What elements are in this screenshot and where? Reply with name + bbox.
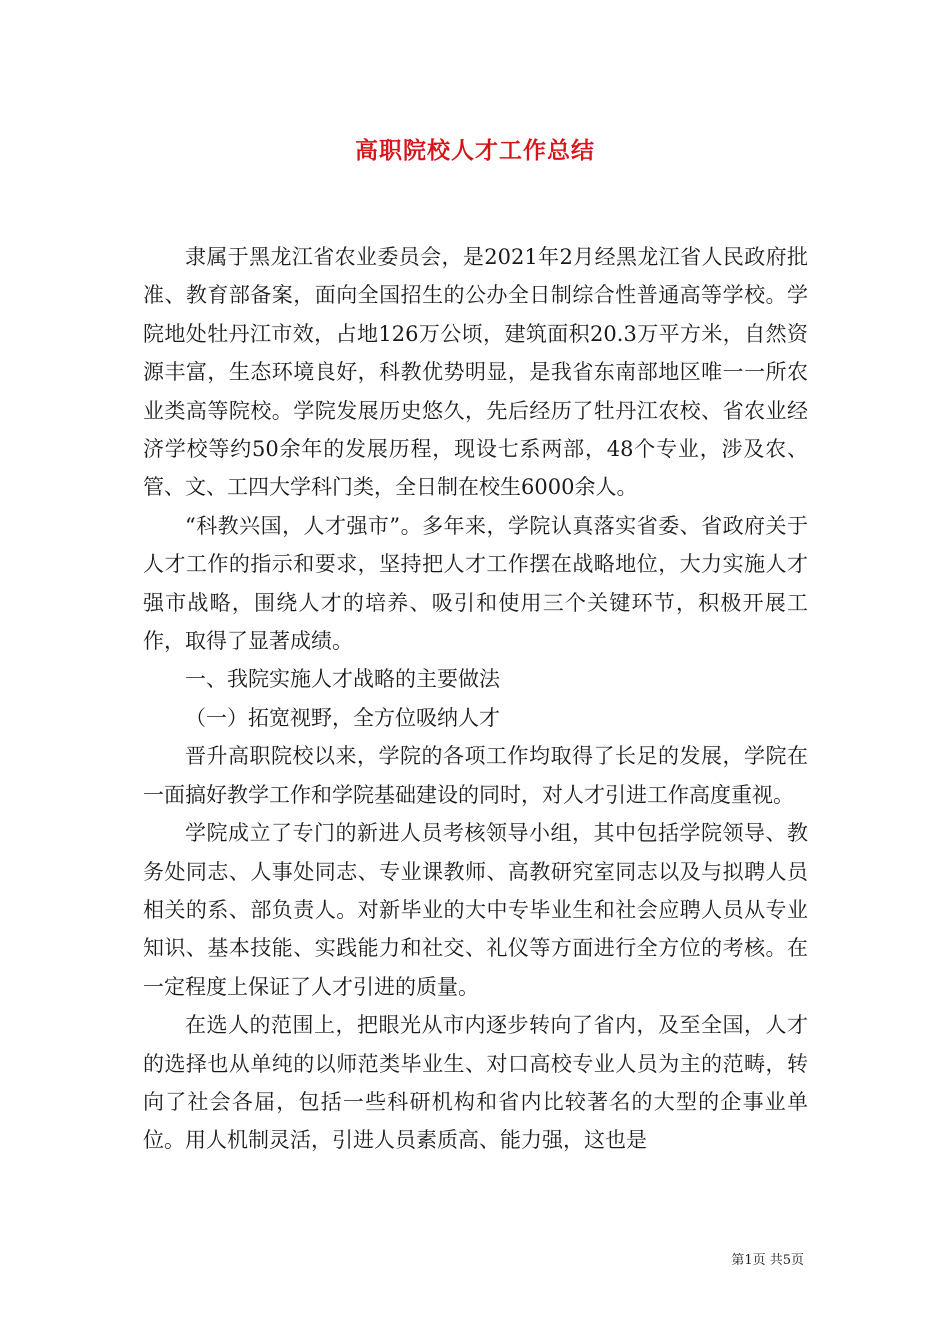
- subsection-heading: （一）拓宽视野，全方位吸纳人才: [185, 705, 500, 730]
- paragraph-selection: 在选人的范围上，把眼光从市内逐步转向了省内，及至全国，人才的选择也从单纯的以师范类毕业生、对口高校专业人员为主的范畴，转向了社会各届，包括一些科研机构和省内比较著名的大型的企事业单位。用人机制灵活，引进人员素质高、能力强，这也是: [143, 1013, 808, 1153]
- document-body: [143, 238, 808, 1160]
- paragraph-committee: 学院成立了专门的新进人员考核领导小组，其中包括学院领导、教务处同志、人事处同志、专业课教师、高教研究室同志以及与拟聘人员相关的系、部负责人。对新毕业的大中专毕业生和社会应聘人员从专业知识、基本技能、实践能力和社交、礼仪等方面进行全方位的考核。在一定程度上保证了人才引进的质量。: [143, 821, 808, 999]
- page-number: 第1页 共5页: [731, 1253, 804, 1268]
- paragraph-promotion: 晋升高职院校以来，学院的各项工作均取得了长足的发展，学院在一面搞好教学工作和学院基础建设的同时，对人才引进工作高度重视。: [143, 744, 808, 807]
- document-title: 高职院校人才工作总结: [355, 137, 595, 164]
- paragraph-intro: 隶属于黑龙江省农业委员会，是2021年2月经黑龙江省人民政府批准、教育部备案，面向全国招生的公办全日制综合性普通高等学校。学院地处牡丹江市效，占地126万公顷，建筑面积20.3万平方米，自然资源丰富，生态环境良好，科教优势明显，是我省东南部地区唯一一所农业类高等院校。学院发展历史悠久，先后经历了牡丹江农校、省农业经济学校等约50余年的发展历程，现设七系两部，48个专业，涉及农、管、文、工四大学科门类，全日制在校生6000余人。: [143, 245, 808, 500]
- paragraph-slogan: “科教兴国，人才强市”。多年来，学院认真落实省委、省政府关于人才工作的指示和要求，坚持把人才工作摆在战略地位，大力实施人才强市战略，围绕人才的培养、吸引和使用三个关键环节，积极开展工作，取得了显著成绩。: [143, 513, 808, 654]
- section-heading: 一、我院实施人才战略的主要做法: [185, 667, 500, 692]
